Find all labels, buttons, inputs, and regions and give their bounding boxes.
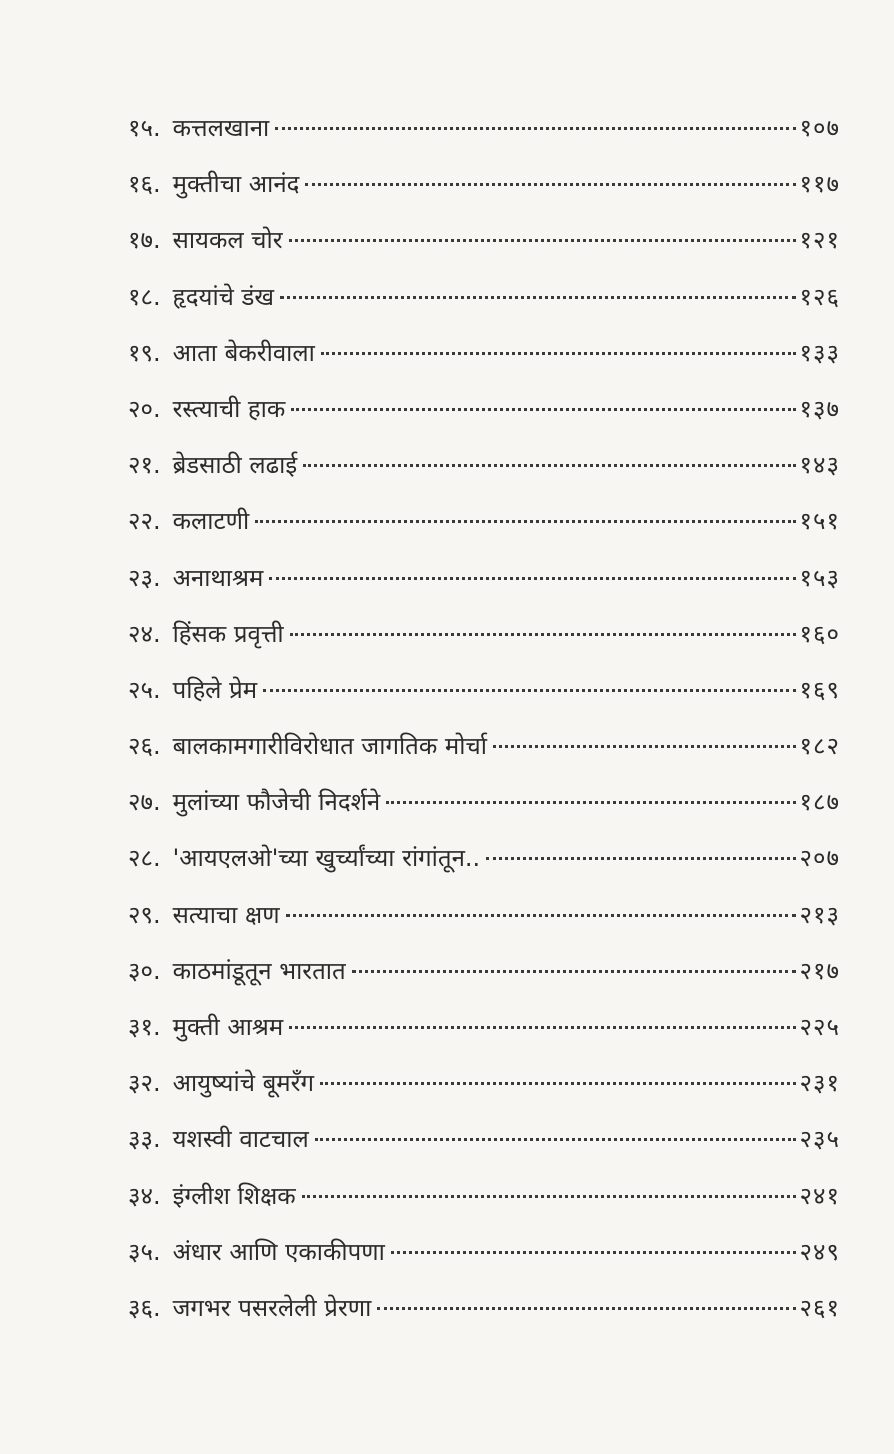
entry-title: ब्रेडसाठी लढाई (172, 451, 298, 480)
entry-number: ३१. (128, 1013, 161, 1041)
entry-title: यशस्वी वाटचाल (172, 1125, 309, 1154)
entry-page-number: २४९ (799, 1237, 840, 1266)
entry-title: सायकल चोर (172, 226, 283, 255)
dot-leader (377, 1307, 795, 1310)
entry-number: ३०. (128, 956, 161, 985)
entry-title: कत्तलखाना (172, 114, 270, 142)
entry-number: २०. (128, 394, 161, 423)
dot-leader (386, 801, 795, 804)
toc-entry (128, 220, 840, 276)
toc-entry (128, 445, 840, 501)
entry-number: १९. (128, 338, 161, 367)
dot-leader (269, 577, 795, 580)
entry-number: ३३. (128, 1125, 161, 1154)
toc-entry (128, 558, 840, 614)
toc-entry (128, 108, 840, 164)
entry-number: २२. (128, 507, 161, 536)
toc-entry (128, 670, 840, 726)
entry-title: काठमांडूतून भारतात (172, 956, 346, 985)
toc-entry (128, 1288, 840, 1344)
dot-leader (263, 689, 795, 692)
toc-entry (128, 277, 840, 333)
entry-page-number: २३१ (799, 1069, 840, 1098)
entry-number: २८. (128, 844, 161, 873)
entry-number: २१. (128, 451, 161, 480)
entry-page-number: ११७ (799, 170, 840, 199)
entry-page-number: १८२ (799, 732, 840, 761)
entry-number: १८. (128, 282, 161, 311)
entry-number: २९. (128, 900, 161, 929)
entry-page-number: २१३ (799, 900, 840, 929)
toc-entry (128, 1176, 840, 1232)
entry-number: १६. (128, 170, 161, 199)
entry-title: अंधार आणि एकाकीपणा (172, 1237, 385, 1266)
entry-title: इंग्लीश शिक्षक (172, 1181, 296, 1210)
toc-entry (128, 1232, 840, 1288)
entry-page-number: १०७ (799, 114, 840, 142)
toc-entry (128, 333, 840, 389)
toc-entry (128, 726, 840, 782)
toc-entry (128, 1063, 840, 1119)
entry-number: २५. (128, 675, 161, 704)
entry-number: ३६. (128, 1293, 161, 1322)
entry-page-number: २२५ (799, 1013, 840, 1041)
entry-number: १५. (128, 114, 161, 142)
entry-title: 'आयएलओ'च्या खुर्च्यांच्या रांगांतून.. (172, 844, 481, 873)
dot-leader (289, 1026, 795, 1029)
entry-page-number: १३७ (799, 394, 840, 423)
entry-title: कलाटणी (172, 507, 250, 536)
entry-title: मुक्ती आश्रम (172, 1013, 284, 1041)
entry-title: हृदयांचे डंख (172, 282, 275, 311)
entry-title: मुलांच्या फौजेची निदर्शने (172, 788, 381, 817)
entry-page-number: १५१ (799, 507, 840, 536)
entry-page-number: १६९ (799, 675, 840, 704)
dot-leader (275, 127, 795, 130)
toc-entry (128, 501, 840, 557)
dot-leader (255, 520, 795, 523)
dot-leader (352, 970, 796, 973)
toc-entry (128, 1007, 840, 1063)
dot-leader (493, 745, 796, 748)
dot-leader (286, 914, 796, 917)
dot-leader (321, 352, 796, 355)
entry-number: १७. (128, 226, 161, 255)
entry-page-number: १५३ (799, 563, 840, 592)
entry-page-number: २६१ (799, 1293, 840, 1322)
toc-entry (128, 1119, 840, 1175)
entry-title: बालकामगारीविरोधात जागतिक मोर्चा (172, 732, 487, 761)
entry-page-number: १६० (799, 619, 840, 648)
entry-title: मुक्तीचा आनंद (172, 170, 300, 199)
toc-entry (128, 838, 840, 894)
entry-page-number: २०७ (799, 844, 840, 873)
entry-number: ३२. (128, 1069, 161, 1098)
toc-entry (128, 951, 840, 1007)
entry-page-number: १२६ (799, 282, 840, 311)
entry-number: २४. (128, 619, 161, 648)
entry-number: २३. (128, 563, 161, 592)
entry-page-number: १३३ (799, 338, 840, 367)
dot-leader (315, 1138, 796, 1141)
entry-title: रस्त्याची हाक (172, 394, 286, 423)
entry-number: ३४. (128, 1181, 161, 1210)
dot-leader (302, 1195, 796, 1198)
entry-number: २६. (128, 732, 161, 761)
dot-leader (291, 408, 795, 411)
entry-title: सत्याचा क्षण (172, 900, 280, 929)
toc-entry (128, 782, 840, 838)
dot-leader (280, 296, 796, 299)
dot-leader (303, 464, 795, 467)
dot-leader (289, 239, 796, 242)
dot-leader (486, 857, 795, 860)
entry-title: आयुष्यांचे बूमरँग (172, 1069, 314, 1098)
toc-entry (128, 389, 840, 445)
entry-title: पहिले प्रेम (172, 675, 258, 704)
toc-entry (128, 895, 840, 951)
entry-page-number: १४३ (799, 451, 840, 480)
entry-page-number: १२१ (799, 226, 840, 255)
dot-leader (320, 1082, 796, 1085)
entry-title: हिंसक प्रवृत्ती (172, 619, 284, 648)
dot-leader (391, 1251, 796, 1254)
entry-number: २७. (128, 788, 161, 817)
toc-entry (128, 614, 840, 670)
entry-title: आता बेकरीवाला (172, 338, 315, 367)
entry-page-number: २१७ (799, 956, 840, 985)
entry-number: ३५. (128, 1237, 161, 1266)
entry-title: अनाथाश्रम (172, 563, 264, 592)
entry-page-number: २३५ (799, 1125, 840, 1154)
dot-leader (290, 633, 796, 636)
entry-page-number: १८७ (799, 788, 840, 817)
toc-entry (128, 164, 840, 220)
dot-leader (305, 183, 795, 186)
entry-page-number: २४१ (799, 1181, 840, 1210)
entry-title: जगभर पसरलेली प्रेरणा (172, 1293, 372, 1322)
table-of-contents (128, 108, 840, 1344)
